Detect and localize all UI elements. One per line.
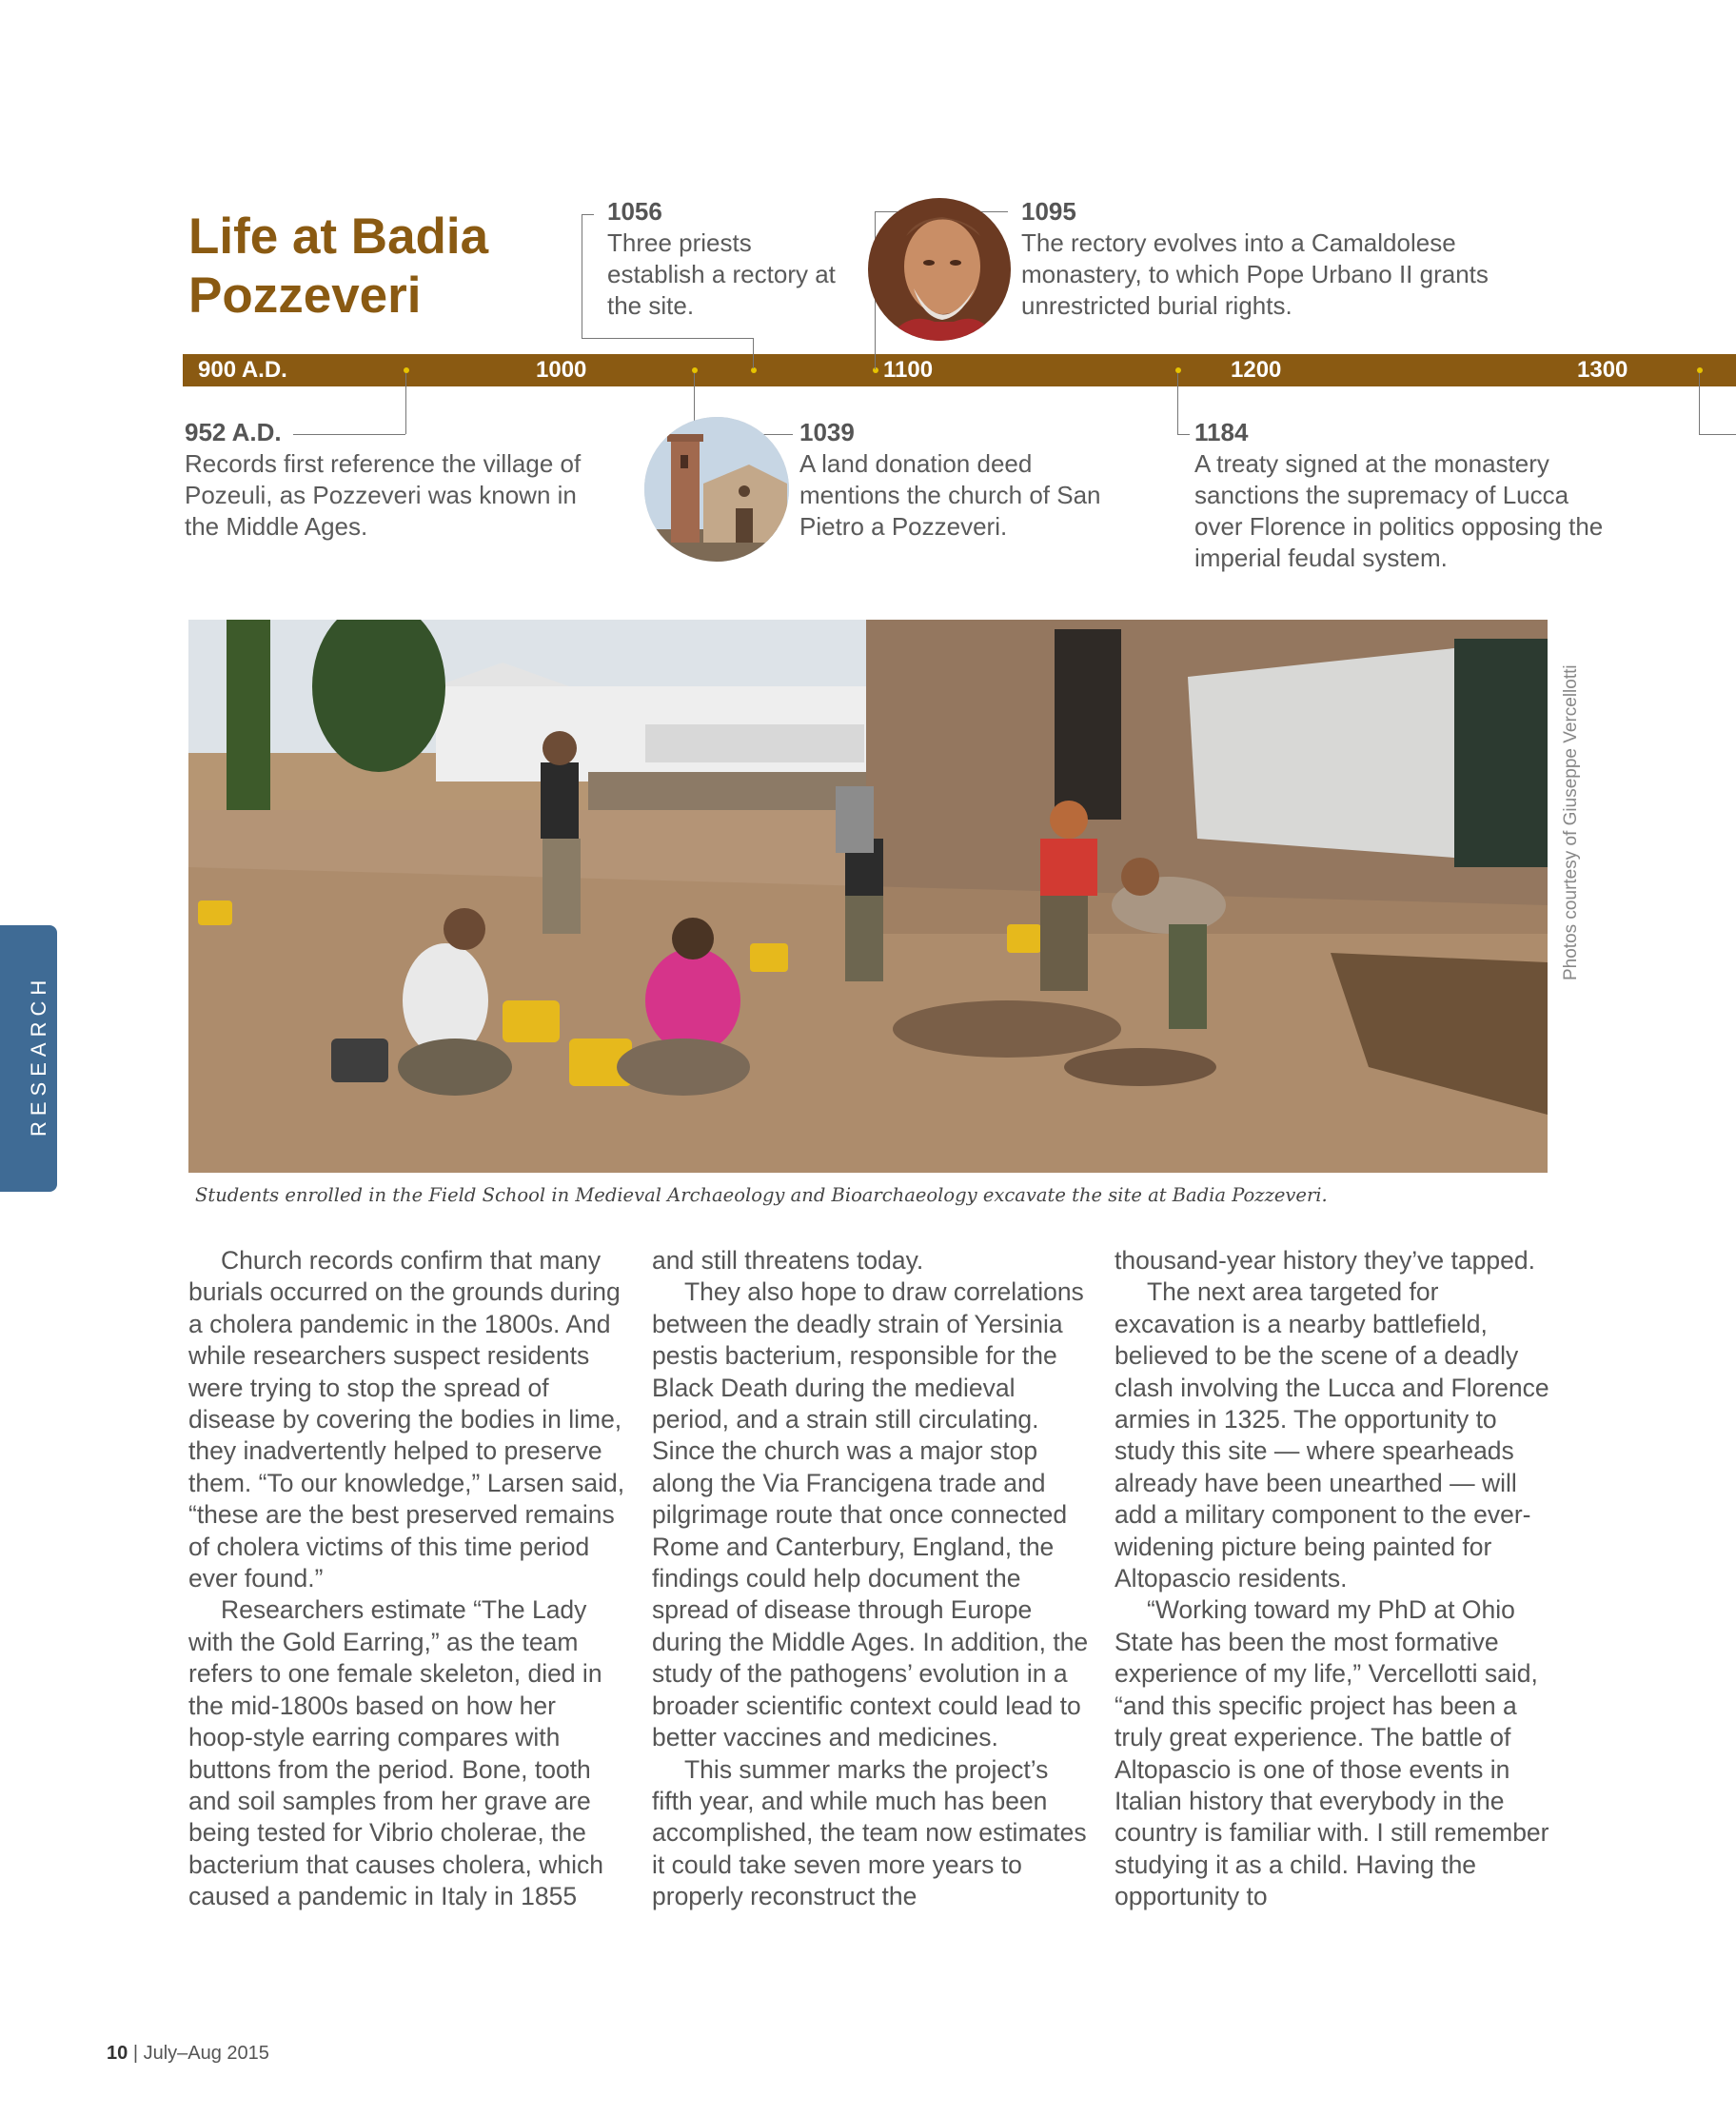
page-number: 10 (107, 2043, 128, 2064)
article-column-1 (188, 1245, 626, 1913)
event-description: A treaty signed at the monastery sanctions the supremacy of Lucca over Florence in politics opposing the imperial feudal system. (1194, 449, 1604, 572)
timeline-tick-1200: 1200 (1231, 357, 1282, 383)
page-title: Life at Badia Pozzeveri (188, 208, 489, 324)
photo-credit-text: Photos courtesy of Giuseppe Vercellotti (1561, 664, 1581, 980)
section-tab-label: RESEARCH (27, 974, 50, 1137)
paragraph: thousand-year history they’ve tapped. (1115, 1246, 1535, 1275)
leader-1184-stem (1177, 373, 1178, 434)
church-thumbnail-image (644, 417, 789, 562)
timeline-marker-1184 (1175, 367, 1181, 373)
article-column-2 (652, 1245, 1090, 1913)
event-1184 (1194, 417, 1613, 574)
event-description: Three priests establish a rectory at the site. (607, 228, 836, 320)
event-1039 (799, 417, 1104, 543)
event-1095 (1021, 196, 1516, 322)
paragraph: “Working toward my PhD at Ohio State has been the most formative experience of my life,” Vercellotti said, “and this specific project has been a truly great experience. The battle of Altopascio is one of those events in Italian history that everybody in the country is familiar with. I still remember studying it as a child. Having the opportunity to (1115, 1595, 1549, 1911)
leader-next-stem (1699, 373, 1700, 434)
photo-credit (1542, 619, 1580, 980)
paragraph: Researchers estimate “The Lady with the Gold Earring,” as the team refers to one female skeleton, died in the mid-1800s based on how her hoop-style earring compares with buttons from the period. Bone, tooth and soil samples from her grave are being tested for Vibrio cholerae, the bacterium that causes cholera, which caused a pandemic in Italy in 1855 (188, 1595, 603, 1911)
leader-1056-drop (753, 338, 754, 368)
leader-1056-top (582, 214, 594, 215)
event-year: 1039 (799, 418, 855, 446)
leader-next-arm (1699, 434, 1736, 435)
event-year: 952 A.D. (185, 418, 282, 446)
event-description: Records first reference the village of Pozeuli, as Pozzeveri was known in the Middle Ages. (185, 449, 582, 541)
timeline-tick-1300: 1300 (1577, 357, 1628, 383)
timeline-tick-900: 900 A.D. (198, 357, 287, 383)
paragraph: The next area targeted for excavation is a nearby battlefield, believed to be the scene of a deadly clash involving the Lucca and Florence armies in 1325. The opportunity to study this site — where spearheads already have been unearthed — will add a military component to the ever-widening picture being painted for Altopascio residents. (1115, 1277, 1549, 1593)
paragraph: and still threatens today. (652, 1246, 924, 1275)
timeline-marker-1039 (692, 367, 698, 373)
paragraph: They also hope to draw correlations between the deadly strain of Yersinia pestis bacterium, responsible for the Black Death during the medieval period, and a strain still circulating. Since the church was a major stop along the Via Francigena trade and pilgrimage route that once connected Rome and Canterbury, England, the findings could help document the spread of disease through Europe during the Middle Ages. In addition, the study of the pathogens’ evolution in a broader scientific context could lead to better vaccines and medicines. (652, 1277, 1089, 1752)
event-year: 1095 (1021, 197, 1076, 226)
article-column-3 (1115, 1245, 1552, 1913)
section-tab (0, 925, 57, 1192)
timeline-marker-1325 (1697, 367, 1703, 373)
event-1056 (607, 196, 855, 322)
timeline-marker-1095 (873, 367, 878, 373)
timeline-tick-1100: 1100 (883, 357, 934, 383)
event-year: 1184 (1194, 418, 1249, 446)
paragraph: This summer marks the project’s fifth year, and while much has been accomplished, the team now estimates it could take seven more years to properly reconstruct the (652, 1754, 1087, 1911)
paragraph: Church records confirm that many burials occurred on the grounds during a cholera pandemic in the 1800s. And while researchers suspect residents were trying to stop the spread of disease by covering the bodies in lime, they inadvertently helped to preserve them. “To our knowledge,” Larsen said, “these are the best preserved remains of cholera victims of this time period ever found.” (188, 1246, 625, 1593)
page-footer (107, 2043, 269, 2065)
footer-separator: | (132, 2043, 139, 2064)
event-description: The rectory evolves into a Camaldolese monastery, to which Pope Urbano II grants unrestricted burial rights. (1021, 228, 1489, 320)
excavation-photo (188, 620, 1548, 1173)
timeline-tick-1000: 1000 (536, 357, 587, 383)
issue-date: July–Aug 2015 (143, 2043, 269, 2064)
event-description: A land donation deed mentions the church of San Pietro a Pozzeveri. (799, 449, 1101, 541)
leader-1184-arm (1177, 434, 1190, 435)
timeline-marker-1056 (751, 367, 757, 373)
event-year: 1056 (607, 197, 662, 226)
leader-1056-bottom (582, 338, 754, 339)
photo-caption: Students enrolled in the Field School in Medieval Archaeology and Bioarchaeology excavate the site at Badia Pozzeveri. (195, 1184, 1328, 1206)
timeline-bar (183, 354, 1736, 386)
pope-portrait-image (868, 198, 1011, 341)
timeline-marker-952 (404, 367, 409, 373)
event-952 (185, 417, 584, 543)
